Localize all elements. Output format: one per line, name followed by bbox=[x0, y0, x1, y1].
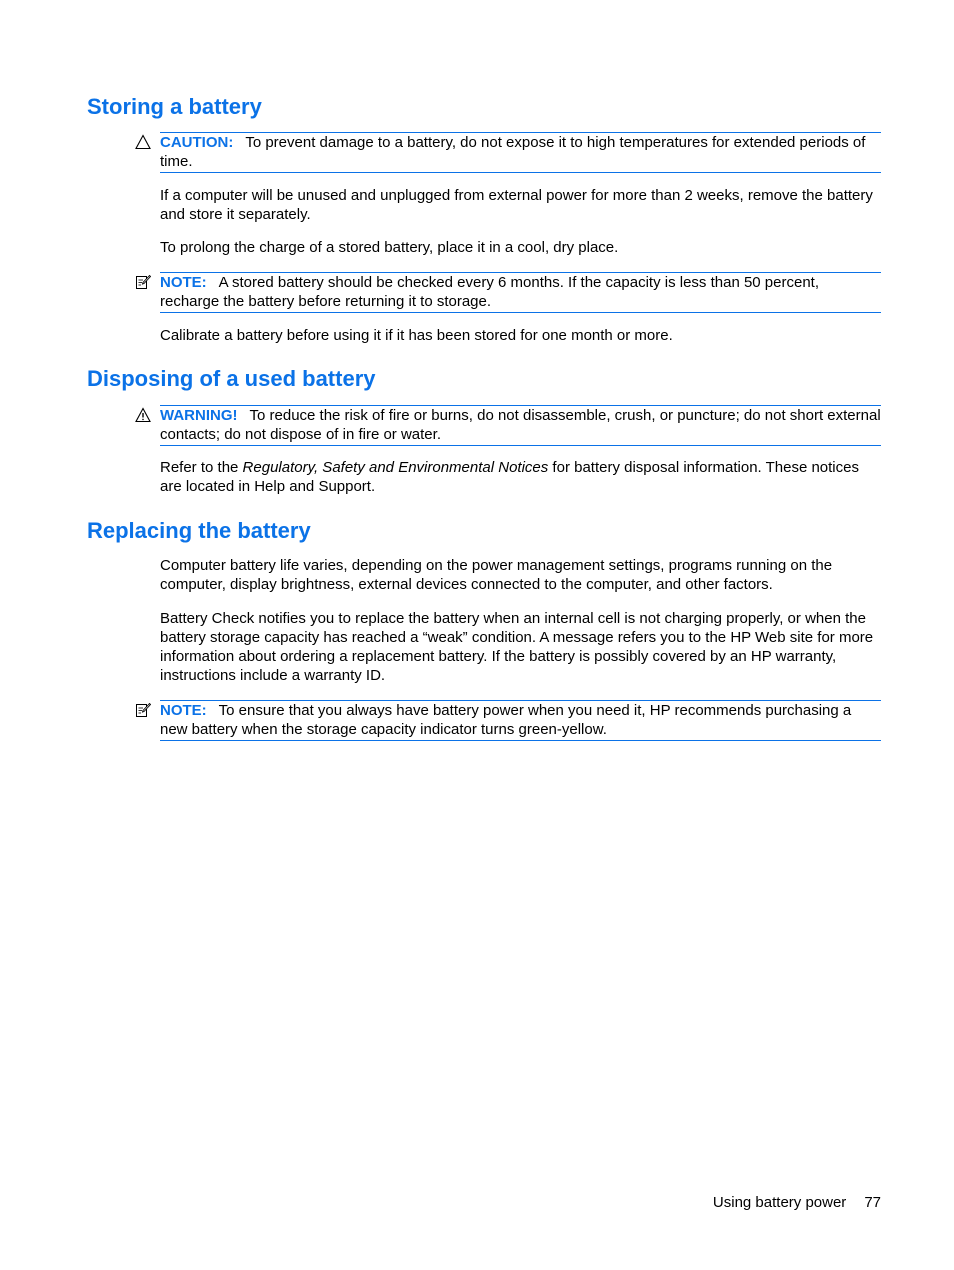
caution-triangle-icon bbox=[135, 134, 151, 150]
replacing-paragraph-1: Computer battery life varies, depending on the power management settings, programs running on the computer, display brightness, external devices connected to the computer, and other factors. bbox=[160, 557, 833, 593]
caution-text: To prevent damage to a battery, do not expose it to high temperatures for extended periods of time. bbox=[160, 134, 866, 170]
caution-label: CAUTION: bbox=[160, 134, 234, 151]
section-title-disposing: Disposing of a used battery bbox=[87, 366, 376, 391]
storing-paragraph-3: Calibrate a battery before using it if it has been stored for one month or more. bbox=[160, 327, 673, 344]
note-text: To ensure that you always have battery power when you need it, HP recommends purchasing a new battery when the storage capacity indicator turns green-yellow. bbox=[160, 702, 852, 738]
note-label: NOTE: bbox=[160, 274, 207, 291]
disposing-text-after: for battery disposal information. These notices are located in Help and Support. bbox=[160, 459, 859, 495]
section-title-replacing: Replacing the battery bbox=[87, 518, 311, 543]
warning-triangle-icon bbox=[135, 407, 151, 423]
storing-note bbox=[160, 272, 881, 313]
replacing-paragraph-2: Battery Check notifies you to replace the battery when an internal cell is not charging properly, or when the battery storage capacity has reached a “weak” condition. A message refers you to the HP Web site for more information about ordering a replacement battery. If the battery is possibly covered by an HP warranty, instructions include a warranty ID. bbox=[160, 610, 874, 684]
warning-text: To reduce the risk of fire or burns, do not disassemble, crush, or puncture; do not short external contacts; do not dispose of in fire or water. bbox=[160, 407, 881, 443]
replacing-note bbox=[160, 700, 881, 741]
disposing-text-before: Refer to the bbox=[160, 459, 243, 476]
page-footer bbox=[713, 1193, 881, 1212]
note-label: NOTE: bbox=[160, 702, 207, 719]
warning-notice bbox=[160, 405, 881, 446]
section-title-storing: Storing a battery bbox=[87, 94, 262, 119]
storing-paragraph-2: To prolong the charge of a stored battery, place it in a cool, dry place. bbox=[160, 239, 619, 256]
caution-notice bbox=[160, 132, 881, 173]
note-pencil-icon bbox=[135, 274, 151, 290]
warning-label: WARNING! bbox=[160, 407, 238, 424]
note-text: A stored battery should be checked every 6 months. If the capacity is less than 50 percent, recharge the battery before returning it to storage. bbox=[160, 274, 820, 310]
disposing-paragraph-1 bbox=[160, 458, 881, 496]
footer-chapter-title: Using battery power bbox=[712, 1194, 847, 1211]
regulatory-notices-title: Regulatory, Safety and Environmental Notices bbox=[242, 459, 549, 476]
note-pencil-icon bbox=[135, 702, 151, 718]
page-number: 77 bbox=[864, 1194, 881, 1211]
storing-paragraph-1: If a computer will be unused and unplugged from external power for more than 2 weeks, remove the battery and store it separately. bbox=[160, 187, 873, 223]
